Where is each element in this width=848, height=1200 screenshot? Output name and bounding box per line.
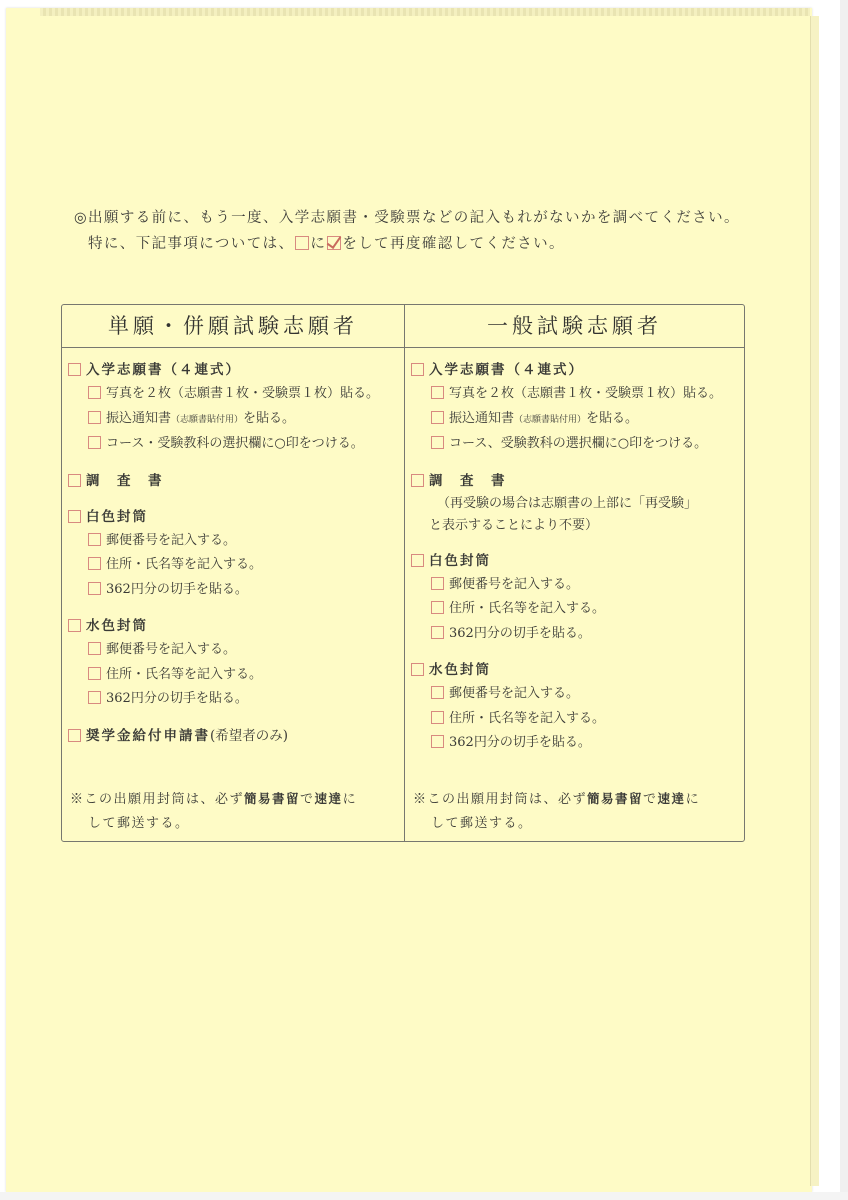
note-emphasis: 簡易書留 (587, 791, 644, 806)
item-text: を貼る。 (243, 410, 296, 426)
section-title: 白色封筒 (429, 552, 491, 569)
note-text: に (685, 792, 701, 807)
item-course-selection (68, 432, 404, 457)
item-photos (68, 382, 404, 407)
item-stamps (411, 622, 744, 647)
item-text: 写真を２枚（志願書１枚・受験票１枚）貼る。 (449, 386, 723, 401)
checkbox[interactable] (431, 411, 444, 424)
checkbox[interactable] (411, 474, 424, 487)
checkbox[interactable] (68, 619, 81, 632)
section-title: 奨学金給付申請書 (86, 727, 210, 744)
section-white-envelope (411, 549, 744, 573)
checkbox[interactable] (411, 663, 424, 676)
section-school-report (68, 469, 404, 493)
checkbox[interactable] (431, 626, 444, 639)
item-postal-code (411, 682, 744, 707)
section-title: 調 査 書 (429, 472, 507, 489)
column-body-general (405, 348, 744, 756)
checkbox[interactable] (411, 554, 424, 567)
envelope-top-edge (40, 8, 810, 16)
item-text: 住所・氏名等を記入する。 (106, 666, 263, 682)
column-single-combined (62, 305, 405, 841)
checkbox[interactable] (68, 510, 81, 523)
intro-line-2-text-a: 特に、下記事項については、 (88, 236, 295, 252)
empty-checkbox-icon (295, 236, 309, 250)
item-address-name (411, 707, 744, 732)
checkbox[interactable] (411, 363, 424, 376)
note-text: で (643, 792, 658, 807)
item-text: 362円分の切手を貼る。 (449, 735, 591, 750)
item-text: 振込通知書 (106, 410, 172, 426)
intro-line-1: ◎出願する前に、もう一度、入学志願書・受験票などの記入もれがないかを調べてください。 (74, 210, 740, 226)
item-postal-code (68, 638, 404, 663)
checkbox[interactable] (88, 667, 101, 680)
intro-line-2 (74, 231, 774, 257)
item-text: 振込通知書 (449, 410, 515, 426)
scan-edge-bottom (0, 1192, 848, 1200)
section-application-form (411, 358, 744, 382)
item-postal-code (411, 573, 744, 598)
section-title: 入学志願書（４連式） (429, 362, 584, 378)
item-text-small: （志願書貼付用） (171, 414, 244, 425)
item-text: 住所・氏名等を記入する。 (449, 601, 606, 616)
checkbox[interactable] (68, 363, 81, 376)
item-text: 住所・氏名等を記入する。 (106, 557, 263, 572)
section-application-form (68, 358, 404, 382)
mailing-note (70, 787, 357, 836)
item-stamps (68, 687, 404, 712)
checkbox[interactable] (88, 436, 101, 449)
item-text: 郵便番号を記入する。 (106, 532, 237, 548)
item-text: 362円分の切手を貼る。 (106, 581, 248, 597)
checkbox[interactable] (88, 582, 101, 595)
checkbox[interactable] (88, 557, 101, 570)
item-stamps (411, 731, 744, 756)
checkbox[interactable] (431, 577, 444, 590)
intro-line-2-text-b: に (310, 236, 327, 252)
checkbox[interactable] (431, 686, 444, 699)
checkbox[interactable] (88, 642, 101, 655)
item-text: 362円分の切手を貼る。 (449, 625, 591, 641)
item-transfer-notice (411, 407, 744, 433)
intro-instructions (74, 205, 774, 257)
checkbox[interactable] (431, 735, 444, 748)
note-emphasis: 速達 (657, 791, 686, 806)
item-photos (411, 382, 744, 407)
scan-edge-right (840, 0, 848, 1200)
column-header-single-combined: 単願・併願試験志願者 (62, 305, 404, 348)
checkbox[interactable] (431, 436, 444, 449)
item-text-small: （志願書貼付用） (514, 414, 587, 425)
section-scholarship (68, 724, 404, 748)
checkbox[interactable] (68, 474, 81, 487)
column-general (405, 305, 744, 841)
checklist-table (61, 304, 745, 842)
school-report-note-1: （再受験の場合は志願書の上部に「再受験」 (437, 495, 698, 511)
item-course-selection (411, 432, 744, 457)
section-white-envelope (68, 505, 404, 529)
checkbox[interactable] (431, 386, 444, 399)
section-title: 調 査 書 (86, 472, 164, 489)
note-text: ※この出願用封筒は、必ず (70, 792, 245, 807)
column-header-general: 一般試験志願者 (405, 305, 744, 348)
item-postal-code (68, 529, 404, 554)
checkbox[interactable] (88, 533, 101, 546)
section-light-blue-envelope (411, 658, 744, 682)
item-text: 住所・氏名等を記入する。 (449, 710, 606, 726)
checkbox[interactable] (88, 411, 101, 424)
column-body-single-combined (62, 348, 404, 748)
checkbox[interactable] (68, 729, 81, 742)
note-text: ※この出願用封筒は、必ず (413, 792, 588, 807)
note-text-line-2: して郵送する。 (431, 816, 533, 831)
note-text-line-2: して郵送する。 (88, 816, 190, 831)
item-transfer-notice (68, 407, 404, 433)
checked-checkbox-icon (327, 236, 341, 250)
item-text: コース、受験教科の選択欄に○印をつける。 (449, 436, 708, 451)
item-address-name (68, 553, 404, 578)
item-text: を貼る。 (586, 410, 639, 426)
item-text: 郵便番号を記入する。 (106, 642, 237, 657)
section-light-blue-envelope (68, 614, 404, 638)
item-stamps (68, 578, 404, 603)
item-text: 362円分の切手を貼る。 (106, 691, 248, 706)
section-title: 水色封筒 (429, 662, 491, 678)
note-emphasis: 簡易書留 (244, 791, 301, 806)
item-text: 郵便番号を記入する。 (449, 686, 580, 701)
school-report-note-2: と表示することにより不要） (429, 517, 599, 533)
checkbox[interactable] (88, 691, 101, 704)
note-emphasis: 速達 (314, 791, 343, 806)
item-text: 写真を２枚（志願書１枚・受験票１枚）貼る。 (106, 386, 380, 401)
intro-line-2-text-c: をして再度確認してください。 (342, 236, 565, 252)
section-note: (希望者のみ) (210, 727, 289, 744)
checkbox[interactable] (431, 601, 444, 614)
envelope-right-flap (810, 16, 819, 1186)
item-text: 郵便番号を記入する。 (449, 576, 580, 592)
item-address-name (411, 597, 744, 622)
section-title: 白色封筒 (86, 508, 148, 525)
note-text: に (342, 792, 358, 807)
item-address-name (68, 663, 404, 688)
item-text: コース・受験教科の選択欄に○印をつける。 (106, 436, 364, 451)
checkbox[interactable] (431, 711, 444, 724)
mailing-note (413, 787, 700, 836)
checkbox[interactable] (88, 386, 101, 399)
section-title: 水色封筒 (86, 618, 148, 634)
section-school-report (411, 469, 744, 493)
section-title: 入学志願書（４連式） (86, 362, 241, 378)
note-text: で (300, 792, 315, 807)
